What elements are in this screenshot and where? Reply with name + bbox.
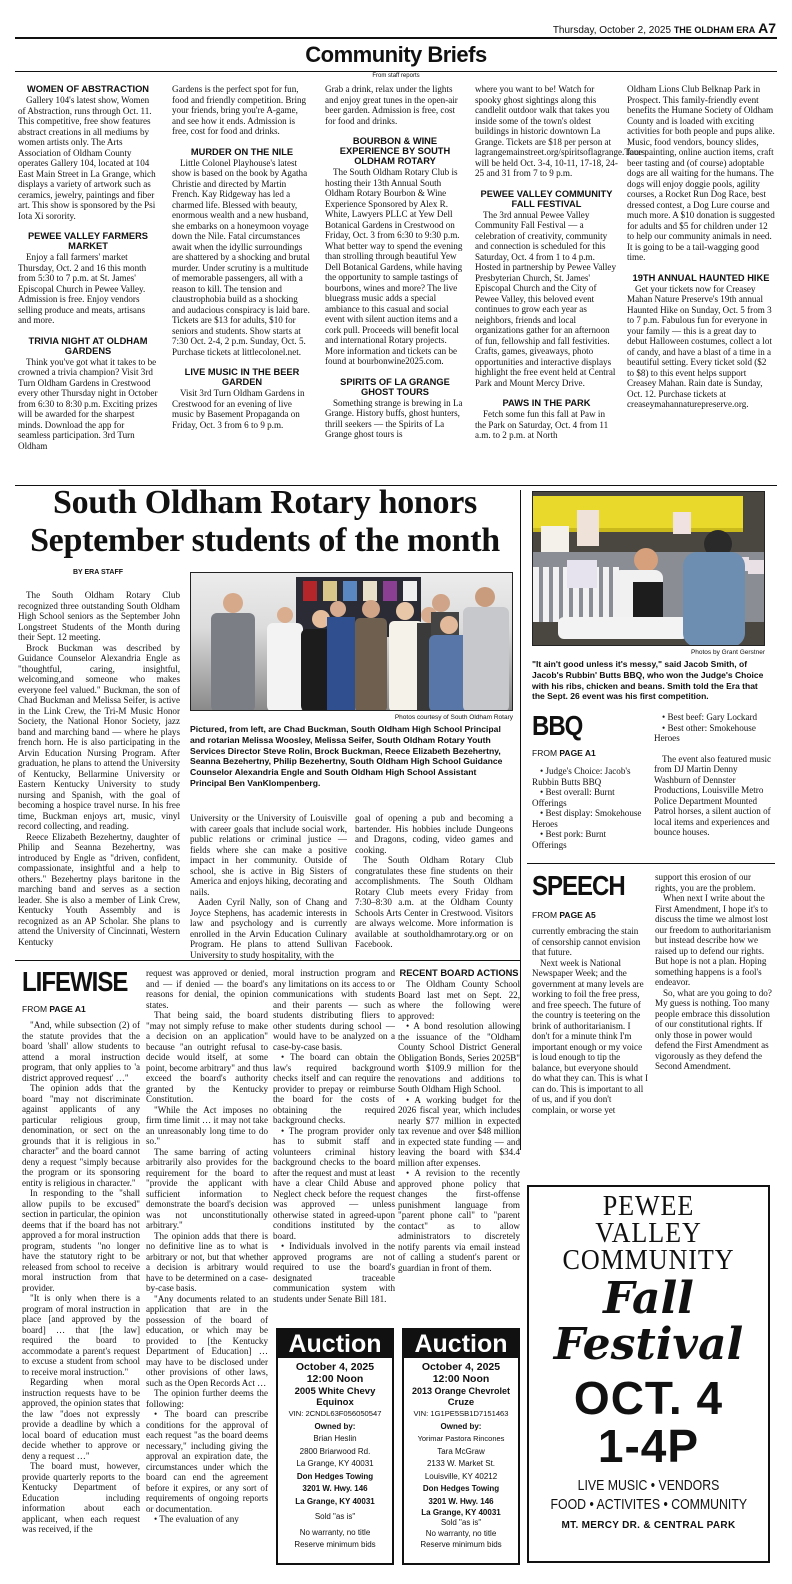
auction-owner: Yorimar Pastora Rincones xyxy=(417,1434,505,1443)
briefs-byline: From staff reports xyxy=(372,73,420,79)
fall-festival-ad xyxy=(527,1185,770,1563)
auction-vehicle: 2013 Orange Chevrolet xyxy=(411,1386,511,1396)
section-divider xyxy=(527,863,775,864)
lifewise-jump-head: LIFEWISE xyxy=(22,966,128,998)
brief-body: Think you've got what it takes to be crowned a trivia champion? Visit 3rd Turn Oldham Gardens in Crestwood every other Thursday night in October from 6:30 to 8:30 p.m. Exciting prizes will be awarded for the sharpest minds. Download the app for seamless participation. 3rd Turn Oldham xyxy=(18,356,158,451)
article-paragraph: "And, while subsection (2) of the statute provides that the board 'shall' allow students to attend a moral instruction program, that only applies to 'a district approved request' …" xyxy=(22,1020,140,1083)
brief-heading: 19TH ANNUAL HAUNTED HIKE xyxy=(632,272,770,283)
brief-body: Gardens is the perfect spot for fun, food and friendly competition. Bring your friends, bring you're A-game, and see how it ends. Admission is free, cost for food and drinks. xyxy=(172,84,307,136)
brief-heading: PAWS IN THE PARK xyxy=(502,398,591,408)
auction-owner: La Grange, KY 40031 xyxy=(296,1459,374,1468)
auction-tow-name: Don Hedges Towing xyxy=(296,1471,374,1481)
brief-body: The 3rd annual Pewee Valley Community Fall Festival — a celebration of creativity, community and connection is scheduled for this Saturday, Oct. 4 from 1 to 4 p.m. Hosted in partnership by Pewee Valley Presbyterian Church, St. James' Episcopal Church and the City of Pewee Valley, this beloved event continues to grow each year as neighbors, friends and local organizations gather for an afternoon of fun, fellowship and fall festivities. Crafts, games, giveaways, photo opportunities and interactive displays highlight the free event held at Central Park and Mount Mercy Drive. xyxy=(475,209,617,388)
article-paragraph: support this erosion of our rights, you are the problem. xyxy=(655,872,756,893)
auction-date: October 4, 2025 xyxy=(421,1361,501,1373)
article-paragraph: When next I write about the First Amendment, I hope it's to discuss the time we almost lost our freedom to authoritarianism but instead describe how we raised up to defend our rights. But hope is not a plan. Hoping something happens is a fool's endeavor. xyxy=(655,893,771,987)
auction-vin: VIN: 1G1PE5SB1D7151463 xyxy=(413,1409,509,1418)
rotary-byline: BY ERA STAFF xyxy=(72,569,124,576)
brief-body: Fetch some fun this fall at Paw in the Park on Saturday, Oct. 4 from 11 a.m. to 2 p.m. at North xyxy=(475,409,609,440)
lifewise-column-3 xyxy=(273,968,395,1304)
brief-body: Gallery 104's latest show, Women of Abstraction, runs through Oct. 11. This competitive, free show features abstract creations in all mediums by women artists only. The Arts Association of Oldham County operates Gallery 104, located at 104 East Main Street in La Grange, which displays a variety of artwork such as ceramics, jewelry, paintings and fiber art. This show is sponsored by the Psi Iota Xi sorority. xyxy=(18,95,156,221)
bbq-jump-head: BBQ xyxy=(532,710,583,742)
brief-heading: WOMEN OF ABSTRACTION xyxy=(26,84,150,94)
brief-heading: BOURBON & WINE EXPERIENCE BY SOUTH OLDHAM ROTARY xyxy=(339,136,451,166)
article-paragraph: Brock Buckman was described by Guidance Counselor Alexandria Engle as "thoughtful, caring, insightful, welcoming,and someone who makes everyone feel valued." Buckman, the son of Chad Buckman and Melissa Seifer, is active in the Link Crew, the Tri-M Music Honor Society, the National Honor Society, jazz band and marching band — where he plays french horn. He is also participating in the Arvin Education Nursing Program. After graduation, he plans to attend the University of Kentucky, Bellarmine University or Eastern Kentucky University to study nursing and Spanish, with the goal of becoming a hospice travel nurse. In his free time, Buckman enjoys art, music, vinyl record collecting, and reading. xyxy=(18,642,180,831)
article-paragraph: The opinion adds that there is no definitive line as to what is arbitrary or not, but that whether a decision is arbitrary would have to be determined on a case-by-case basis. xyxy=(146,1230,268,1293)
auction-owner: Brian Heslin xyxy=(313,1434,357,1443)
section-title: Community Briefs xyxy=(305,42,487,67)
festival-location: MT. MERCY DR. & CENTRAL PARK xyxy=(561,1520,736,1531)
column-divider xyxy=(520,865,521,1150)
brief-body: Oldham Lions Club Belknap Park in Prospect. This family-friendly event benefits the Humane Society of Oldham County and is loaded with exciting activities for both people and pups alike. Music, food vendors, bouncy slides, face painting, online auction items, craft beer tasting and (of course) adoptable dogs are all waiting for the humans. The dogs will enjoy doggie pools, agility courses, a Rocket Run Dog Race, best dressed contest, a Dog Lure course and much more. A $10 donation is suggested for adults and $5 for children under 12 to help our community animals in need. It is going to be a tail-wagging good time. xyxy=(627,84,775,262)
auction-reserve: Reserve minimum bids xyxy=(294,1540,376,1549)
bbq-jump-from: FROM PAGE A1 xyxy=(532,748,596,758)
list-item: • Best beef: Gary Lockard xyxy=(662,712,758,722)
article-paragraph: Regarding when moral instruction requests have to be approved, the opinion states that the law "does not expressly provide a deadline by which a local board of education must decide whether to approve or deny a request …" xyxy=(22,1377,140,1461)
bbq-photo xyxy=(532,491,765,646)
brief-heading: MURDER ON THE NILE xyxy=(190,146,294,157)
brief-body: Get your tickets now for Creasey Mahan Nature Preserve's 19th annual Haunted Hike on Sunday, Oct. 5 from 3 to 7 p.m. Fabulous fun for everyone in your family — this is a great day to debut Halloween costumes, collect a lot of candy, and have a blast of a time in a beautiful setting. Every ticket sold ($2 to $8) to this event helps support Creasey Mahan. Rain date is Sunday, Oct. 12. Purchase tickets at creaseymahannaturepreserve.org. xyxy=(627,283,772,409)
festival-script-fall: Fall xyxy=(603,1273,694,1324)
article-paragraph: Aaden Cyril Nally, son of Chang and Joyce Stephens, has academic interests in law and psychology and is currently enrolled in the Arvin Education Culinary Program. He plans to attend Sullivan University to study hospitality, with the xyxy=(190,897,347,960)
page-folio xyxy=(553,20,776,36)
article-paragraph: moral instruction program and any limitations on its access to or communications with students and their parents — such as students distributing fliers to other students during school — would have to be analyzed on a case-by-case basis. xyxy=(273,968,395,1052)
festival-tagline: LIVE MUSIC • VENDORS xyxy=(577,1477,720,1494)
page-number: A7 xyxy=(758,20,776,36)
article-paragraph: The board must, however, provide quarterly reports to the Kentucky Department of Education including information about each applicant, when each request was received, if the xyxy=(22,1461,140,1534)
article-paragraph: In responding to the "shall allow pupils to be excused" section in particular, the opinion deems that if the board has not approved a for moral instruction program, students "no longer have the statutory right to be released from school to receive moral instruction from that provider. xyxy=(22,1188,140,1293)
lifewise-jump-from: FROM PAGE A1 xyxy=(22,1004,86,1014)
festival-date: OCT. 4 xyxy=(573,1372,724,1424)
auction-tow-address: 3201 W. Hwy. 146 xyxy=(428,1496,494,1506)
auction-owner: 2800 Briarwood Rd. xyxy=(299,1446,371,1456)
auction-warranty: No warranty, no title xyxy=(299,1527,371,1537)
speech-column-1 xyxy=(532,872,648,1115)
auction-sold: Sold "as is" xyxy=(440,1518,482,1527)
section-divider xyxy=(15,960,520,961)
list-item: • Best other: Smokehouse Heroes xyxy=(654,722,756,743)
briefs-column-3 xyxy=(325,84,465,440)
rotary-group-photo xyxy=(190,572,513,711)
bbq-column-2 xyxy=(654,712,772,838)
bbq-photo-credit: Photos by Grant Gerstner xyxy=(690,649,765,656)
speech-jump-from: FROM PAGE A5 xyxy=(532,910,596,920)
brief-heading: PEWEE VALLEY COMMUNITY FALL FESTIVAL xyxy=(480,188,613,209)
festival-tagline: FOOD • ACTIVITES • COMMUNITY xyxy=(550,1496,748,1513)
article-paragraph: The Oldham County School Board last met on Sept. 22, where the following were approved: xyxy=(398,979,520,1021)
briefs-column-5 xyxy=(627,84,775,410)
speech-jump-head: SPEECH xyxy=(532,870,625,902)
board-actions-heading: RECENT BOARD ACTIONS xyxy=(399,968,519,978)
auction-date: October 4, 2025 xyxy=(295,1361,375,1373)
issue-date: Thursday, October 2, 2025 xyxy=(552,25,672,36)
briefs-column-2 xyxy=(172,84,312,430)
list-item: • The board can obtain the law's required background checks itself and can require the provider to prepay or reimburse the board for the costs of obtaining the required background checks. xyxy=(273,1052,395,1125)
brief-body: Enjoy a fall farmers' market Thursday, Oct. 2 and 16 this month from 5:30 to 7 p.m. at St. James' Episcopal Church in Pewee Valley. Admission is free. Enjoy vendors selling produce and meats, artisans and more. xyxy=(18,252,147,325)
auction-title: Auction xyxy=(404,1330,518,1358)
lifewise-column-1 xyxy=(22,968,140,1535)
list-item: • Best pork: Burnt Offerings xyxy=(532,829,607,850)
rotary-photo-cutline: Pictured, from left, are Chad Buckman, South Oldham High School Principal and rotarian Melissa Woosley, Melissa Seifer, South Oldham Rotary Youth Services Director Steve Rolin, Brock Buckman, Reece Elizabeth Bezehertny, Seanna Bezehertny, Philip Bezehertny, South Oldham High School Guidance Counselor Alexandria Engle and South Oldham High School Assistant Principal Ben VanKlompenberg. xyxy=(190,724,503,788)
list-item: • Judge's Choice: Jacob's Rubbin Butts BBQ xyxy=(532,766,631,787)
rotary-column-2 xyxy=(190,813,347,960)
article-paragraph: The event also featured music from DJ Martin Denny Washburn of Dennster Productions, Louisville Metro Police Department Mounted Patrol horses, a silent auction of local items and experiences and bounce houses. xyxy=(654,753,772,837)
rotary-column-3 xyxy=(355,813,513,950)
festival-line: COMMUNITY xyxy=(562,1244,735,1276)
section-rule xyxy=(15,71,777,72)
auction-owner: Tara McGraw xyxy=(437,1446,485,1456)
list-item: • A bond resolution allowing the issuance of the "Oldham County School District General Obligation Bonds, Series 2025B" worth $109.9 million for the renovations and additions to South Oldham High School. xyxy=(398,1021,520,1094)
bbq-photo-cutline: "It ain't good unless it's messy," said Jacob Smith, of Jacob's Rubbin' Butts BBQ, who won the Judge's Choice with his ribs, chicken and beans. Smith told the Era that the Sept. 26 event was his first competition. xyxy=(532,659,764,702)
article-paragraph: The South Oldham Rotary Club recognized three outstanding South Oldham High School seniors as the September John Longstreet Students of the Month during their Sept. 12 meeting. xyxy=(18,590,180,642)
auction-time: 12:00 Noon xyxy=(306,1373,364,1385)
brief-body: The South Oldham Rotary Club is hosting their 13th Annual South Oldham Rotary Bourbon & Wine Experience Sponsored by Alex R. White, Lawyers PLLC at Yew Dell Botanical Gardens in Crestwood on Friday, Oct. 3 from 6:30 to 9:30 p.m. What better way to spend the evening than strolling through beautiful Yew Dell Botanical Gardens, while having the opportunity to sample tastings of bourbons, wines and more? The live bluegrass music adds a special ambiance to this casual and social event with silent auction items and a cork pull. Proceeds will benefit local and international Rotary projects. More information and tickets can be found at bourbonwine2025.com. xyxy=(325,167,463,366)
article-paragraph: The South Oldham Rotary Club congratulates these fine students on their accomplishments. The South Oldham Rotary Club meets every Friday from 7:30–8:30 a.m. at the Oldham County Schools Arts Center in Crestwood. Visitors are always welcome. More information is available at southoldhamrotary.org or on Facebook. xyxy=(355,855,513,949)
briefs-column-1 xyxy=(18,84,158,451)
article-paragraph: The opinion adds that the board "may not discriminate against applicants of any particular religious group, denomination, or sect on the grounds that it is religious in character" and the board cannot deny a request "simply because the program or its sponsoring entity is religious in character." xyxy=(22,1083,140,1188)
rotary-column-1 xyxy=(18,590,180,947)
auction-vehicle: 2005 White Chevy xyxy=(294,1386,376,1397)
brief-body: Visit 3rd Turn Oldham Gardens in Crestwood for an evening of live music by Basement Propaganda on Friday, Oct. 3 from 6 to 9 p.m. xyxy=(172,388,305,430)
list-item: • The program provider only has to submit staff and volunteers criminal history background checks to the board after the request and must at least have a clear Child Abuse and Neglect check before the request was approved — unless otherwise stated in agreed-upon conditions instituted by the board. xyxy=(273,1125,395,1241)
auction-time: 12:00 Noon xyxy=(432,1373,490,1385)
list-item: • Best display: Smokehouse Heroes xyxy=(532,808,642,829)
lifewise-column-2 xyxy=(146,968,268,1525)
festival-name xyxy=(529,1190,768,1276)
auction-tow-address: 3201 W. Hwy. 146 xyxy=(302,1484,368,1493)
brief-body: Little Colonel Playhouse's latest show is based on the book by Agatha Christie and directed by Martin French. Kay Ridgeway has led a charmed life. Blessed with beauty, enormous wealth and a new husband, she embarks on a honeymoon voyage down the Nile. Fatal circumstances await when the idyllic surroundings are shattered by a shocking and brutal murder. Under scrutiny is a multitude of memorable passengers, all with a reason to kill. The tension and claustrophobia build as a shocking and audacious conspiracy is laid bare. Tickets are $13 for adults, $10 for seniors and students. Show starts at 7:30 Oct. 2-4, 2 p.m. Sunday, Oct. 5. Purchase tickets at littlecolonel.net. xyxy=(172,157,310,357)
bbq-photo-illustration xyxy=(533,492,765,646)
brief-body: where you want to be! Watch for spooky ghost sightings along this candlelit outdoor walk that takes you inside some of the town's oldest buildings in historic downtown La Grange. Tickets are $18 per person at lagrangemainstreet.org/spiritsoflagrange.Tours will be held Oct. 3-4, 10-11, 17-18, 24-25 and 31 from 7 to 9 p.m. xyxy=(475,84,645,178)
brief-heading: TRIVIA NIGHT AT OLDHAM GARDENS xyxy=(28,335,148,356)
brief-heading: SPIRITS OF LA GRANGE GHOST TOURS xyxy=(340,376,450,397)
article-paragraph: request was approved or denied, and — if denied — the board's reasons for denial, the opinion states. xyxy=(146,968,268,1010)
auction-tow-city: La Grange, KY 40031 xyxy=(295,1496,375,1506)
auction-owner: Louisville, KY 40212 xyxy=(424,1471,498,1481)
list-item: • Best overall: Burnt Offerings xyxy=(532,787,615,808)
lifewise-column-4 xyxy=(398,968,520,1273)
auction-warranty: No warranty, no title xyxy=(425,1529,497,1538)
rotary-photo-credit: Photos courtesy of South Oldham Rotary xyxy=(394,714,513,721)
brief-heading: PEWEE VALLEY FARMERS MARKET xyxy=(27,231,148,251)
paper-name: THE OLDHAM ERA xyxy=(673,25,756,35)
auction-title: Auction xyxy=(278,1330,392,1358)
list-item: • The evaluation of any xyxy=(154,1514,239,1524)
article-paragraph: University or the University of Louisville with career goals that include social work, public relations or criminal justice — fields where she can make a positive impact in her community. Outside of school, she is active in Big Sisters of America and enjoys hiking, decorating and nails. xyxy=(190,813,347,897)
article-paragraph: Reece Elizabeth Bezehertny, daughter of Philip and Seanna Bezehertny, was introduced by Engle as "driven, confident, compassionate, insightful and a help to others." Bezehertny plays baritone in the marching band and serves as a section leader. She is also a member of Link Crew, Kentucky Youth Assembly and is recognized as an AP Scholar. She plans to attend the University of Cincinnati, Western Kentucky xyxy=(18,831,180,947)
brief-heading: LIVE MUSIC IN THE BEER GARDEN xyxy=(184,367,300,387)
rotary-headline: South Oldham Rotary honors September students of the month xyxy=(30,484,500,559)
bbq-winners-list xyxy=(532,766,642,850)
article-paragraph: goal of opening a pub and becoming a bartender. His hobbies include Dungeons and Dragons, coding, video games and cooking. xyxy=(355,813,513,855)
auction-owned-by: Owned by: xyxy=(440,1421,482,1431)
list-item: • A revision to the recently approved phone policy that changes the first-offense punishment language from "parent phone call" to "parent contact" as to allow administrators to discretely notify parents via email instead of calling a student's parent or guardian in front of them. xyxy=(398,1168,520,1273)
auction-ad-1 xyxy=(276,1328,394,1565)
article-paragraph: "Any documents related to an application that are in the possession of the board of education, or which may be provided to [the Kentucky Department of Education] … may have to be disclosed under other provisions of other laws, such as the Open Records Act … xyxy=(146,1293,268,1388)
article-paragraph: That being said, the board "may not simply refuse to make a decision on an application" because "an outright refusal to decide would itself, at some point, become arbitrary" and thus exceed the board's authority granted by the Kentucky Constitution. xyxy=(146,1010,268,1104)
auction-reserve: Reserve minimum bids xyxy=(420,1540,502,1549)
auction-owned-by: Owned by: xyxy=(314,1421,356,1431)
speech-column-2 xyxy=(655,872,775,1072)
article-paragraph: Next week is National Newspaper Week; and the government at many levels are working to foil the free press, and free speech. The future of the country is teetering on the brink of authoritarianism. I don't for a minute think I'm important enough or my voice is loud enough to tip the balance, but everyone should do what they can. This is what I can do. This is important to all of us, and if you don't complain, or worse yet xyxy=(532,957,649,1115)
brief-body: Grab a drink, relax under the lights and enjoy great tunes in the open-air beer garden. Admission is free, cost for food and drinks. xyxy=(325,84,458,126)
auction-ad-2 xyxy=(402,1328,520,1565)
auction-tow-name: Don Hedges Towing xyxy=(422,1484,500,1493)
auction-tow-city: La Grange, KY 40031 xyxy=(421,1508,501,1517)
festival-line: PEWEE xyxy=(602,1190,695,1222)
festival-line: VALLEY xyxy=(595,1217,702,1249)
auction-vehicle: Equinox xyxy=(316,1397,354,1408)
festival-time: 1-4P xyxy=(597,1420,700,1472)
brief-body: Something strange is brewing in La Grange. History buffs, ghost hunters, thrill seekers — the Spirits of La Grange ghost tours is xyxy=(325,397,463,439)
list-item: • The board can prescribe conditions for the approval of each request "as the board deems necessary," including giving the approval an expiration date, the circumstances under which the board can end the agreement before it expires, or any sort of requirements of ongoing reports or documentation. xyxy=(146,1409,268,1514)
festival-script-festival: Festival xyxy=(553,1319,744,1370)
article-paragraph: "While the Act imposes no firm time limit … it may not take an unreasonably long time to do so." xyxy=(146,1104,268,1146)
article-paragraph: The opinion further deems the following: xyxy=(146,1388,268,1409)
article-paragraph: "It is only when there is a program of moral instruction in place [and approved by the board] … that [the law] required the board to accommodate a parent's request to excuse a student from school to receive moral instruction." xyxy=(22,1293,140,1377)
auction-sold: Sold "as is" xyxy=(314,1512,356,1521)
article-paragraph: So, what are you going to do? My guess is nothing. Too many people embrace this dissolution of our constitutional rights. If only those in power would defend the First Amendment as vigorously as they defend the Second Amendment. xyxy=(655,987,772,1071)
briefs-column-4 xyxy=(475,84,645,441)
auction-vehicle: Cruze xyxy=(447,1397,475,1408)
group-photo-illustration xyxy=(191,573,513,711)
article-paragraph: The same barring of acting arbitrarily also provides for the requirement for the board to "provide the applicant with sufficient information to demonstrate the board's decision was not unconstitutionally arbitrary." xyxy=(146,1146,268,1230)
masthead-rule xyxy=(15,37,777,39)
list-item: • A working budget for the 2026 fiscal year, which includes nearly $77 million in expected tax revenue and over $48 million in expected state funding — and leaving the board with $34.4 million after expenses. xyxy=(398,1094,520,1168)
list-item: • Individuals involved in the approved programs are not required to use the board's designated traceable communication system with students under Senate Bill 181. xyxy=(273,1241,395,1304)
article-paragraph: currently embracing the stain of censorship cannot envision that future. xyxy=(532,926,641,957)
bbq-column-1 xyxy=(532,712,642,850)
auction-owner: 2133 W. Market St. xyxy=(426,1459,496,1468)
auction-vin: VIN: 2CNDL63F056050547 xyxy=(288,1409,382,1418)
